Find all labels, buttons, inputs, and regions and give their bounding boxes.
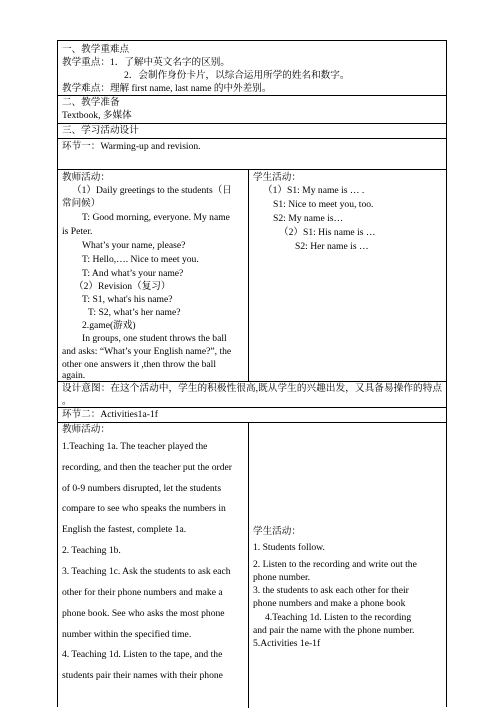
teaching-focus-2: 2．会制作身份卡片，以综合运用所学的姓名和数字。 [124, 70, 350, 81]
teacher-line: 2. Teaching 1b. [62, 545, 121, 556]
student-line: 1. Students follow. [253, 542, 325, 553]
step2-title: 环节二：Activities1a-1f [62, 409, 158, 420]
teacher-line: T: Hello,…. Nice to meet you. [82, 254, 199, 265]
section-activities-row [58, 123, 446, 139]
teaching-focus-1: 教学重点：1．了解中英文名字的区别。 [62, 57, 230, 68]
teaching-difficulty: 教学难点：理解 first name, last name 的中外差别。 [62, 83, 272, 94]
prep-materials: Textbook, 多媒体 [62, 110, 132, 121]
teacher-line: 常问候） [62, 198, 101, 209]
section-activities-heading: 三、学习活动设计 [62, 125, 139, 136]
teacher-line: other one answers it ,then throw the ball [62, 359, 216, 370]
teacher-line: English the fastest, complete 1a. [62, 524, 187, 535]
teacher-line: of 0-9 numbers disrupted, let the students [62, 483, 222, 494]
teacher-line: T: And what’s your name? [82, 268, 184, 279]
step2-title-row [58, 407, 446, 423]
student-line: 5.Activities 1e-1f [253, 638, 321, 649]
step2-activities-row [58, 422, 446, 708]
section-prep-row [58, 95, 446, 124]
teacher-line: 3. Teaching 1c. Ask the students to ask each [62, 566, 231, 577]
student-line: 4.Teaching 1d. Listen to the recording [265, 612, 412, 623]
student-line: and pair the name with the phone number. [253, 625, 415, 636]
lesson-plan-table [57, 40, 447, 707]
design-intent: 设计意图：在这个活动中，学生的积极性很高,既从学生的兴趣出发，又具备易操作的特点 。 [62, 383, 442, 407]
student-line: S2: Her name is … [295, 241, 369, 252]
student-line: S2: My name is… [273, 213, 344, 224]
teacher-line: T: S1, what's his name? [82, 294, 173, 305]
step1-activities-row [58, 169, 446, 382]
teacher-line: T: Good morning, everyone. My name [82, 212, 230, 223]
teacher-line: recording, and then the teacher put the order [62, 462, 232, 473]
student-line: S1: Nice to meet you, too. [273, 199, 374, 210]
teacher-line: （2）Revision（复习） [74, 281, 171, 292]
student-line: （1）S1: My name is … . [263, 185, 365, 196]
teacher-line: phone book. See who asks the most phone [62, 608, 225, 619]
teacher-line: again. [62, 370, 86, 381]
teacher-line: compare to see who speaks the numbers in [62, 503, 226, 514]
teacher-line: T: S2, what’s her name? [88, 307, 181, 318]
step2-student-cell [249, 422, 446, 708]
teacher-line: other for their phone numbers and make a [62, 587, 223, 598]
teacher-line: is Peter. [62, 226, 93, 237]
section-focus-heading: 一、教学重难点 [62, 44, 130, 55]
student-line: 2. Listen to the recording and write out the [253, 559, 417, 570]
step1-design-row [58, 381, 446, 408]
teacher-line: 1.Teaching 1a. The teacher played the [62, 441, 208, 452]
teacher-line: In groups, one student throws the ball [82, 333, 227, 344]
student-line: （2）S1: His name is … [279, 227, 376, 238]
teacher-line: and asks: “What’s your English name?”, the [62, 346, 232, 357]
teacher-line: students pair their names with their phone [62, 670, 223, 681]
student-line: 3. the students to ask each other for their [253, 585, 409, 596]
step1-title-row [58, 138, 446, 170]
step1-teacher-cell [58, 169, 248, 381]
student-activity-label: 学生活动： [253, 172, 301, 183]
student-line: phone numbers and make a phone book [253, 598, 406, 609]
step1-title: 环节一：Warming-up and revision. [62, 141, 201, 152]
student-activity-label: 学生活动： [253, 526, 301, 537]
section-focus-row [58, 41, 446, 96]
teacher-line: 4. Teaching 1d. Listen to the tape, and the [62, 649, 223, 660]
teacher-activity-label: 教师活动： [62, 172, 110, 183]
teacher-line: number within the specified time. [62, 629, 192, 640]
section-prep-heading: 二、教学准备 [62, 97, 120, 108]
teacher-line: 2.game(游戏) [82, 320, 136, 331]
teacher-activity-label: 教师活动： [62, 424, 110, 435]
teacher-line: What’s your name, please? [82, 240, 186, 251]
student-line: phone number. [253, 572, 311, 583]
step1-student-cell [249, 169, 446, 381]
step2-teacher-cell [58, 422, 248, 708]
teacher-line: （1）Daily greetings to the students（日 [72, 185, 232, 196]
